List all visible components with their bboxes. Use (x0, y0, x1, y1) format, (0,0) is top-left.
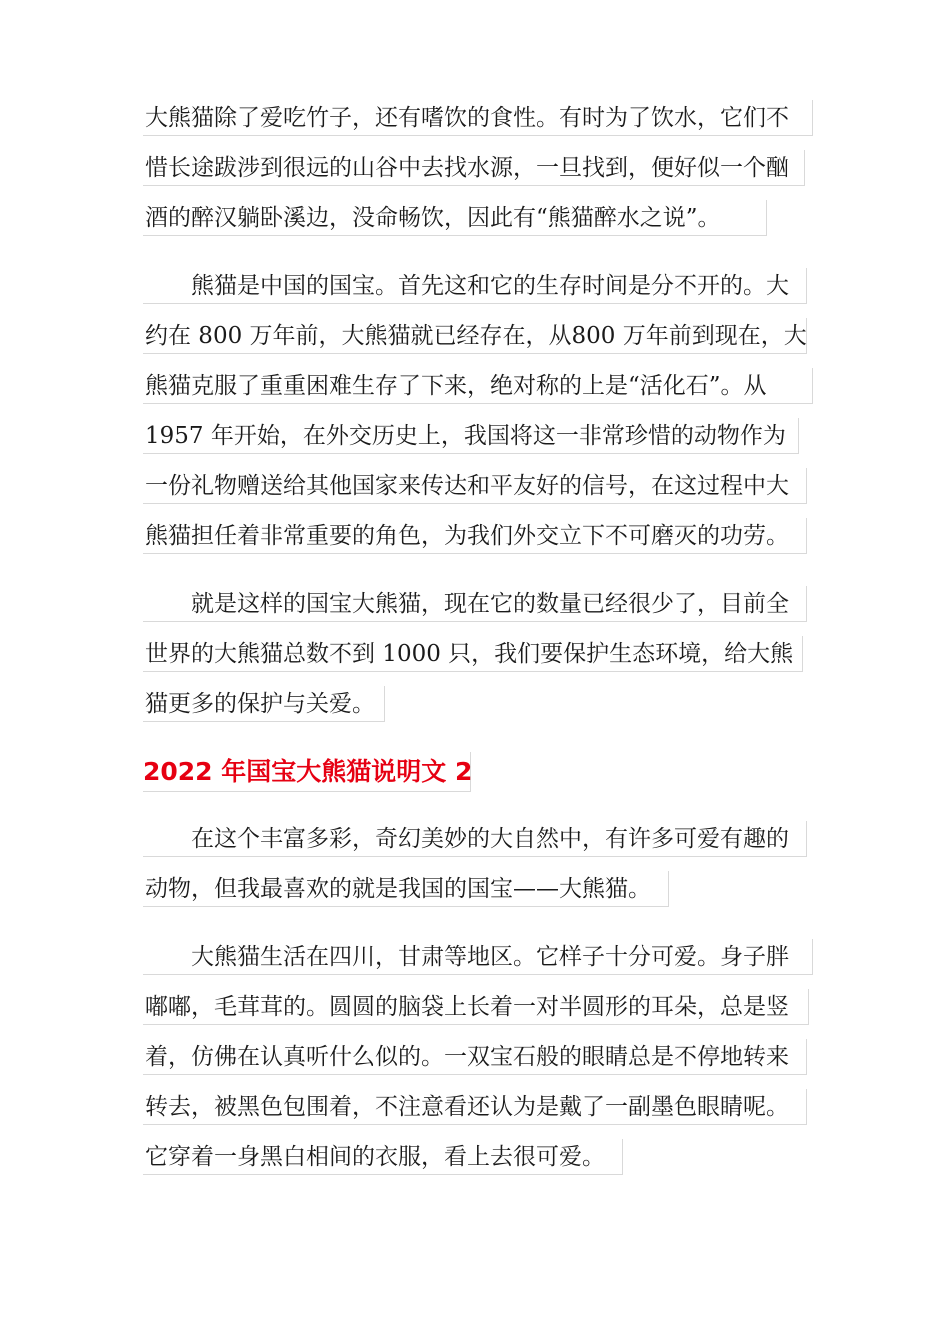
paragraph-5-line-2: 嘟嘟，毛茸茸的。圆圆的脑袋上长着一对半圆形的耳朵，总是竖 (143, 989, 809, 1025)
paragraph-2-line-5: 一份礼物赠送给其他国家来传达和平友好的信号，在这过程中大 (143, 468, 807, 504)
paragraph-3-line-1: 就是这样的国宝大熊猫，现在它的数量已经很少了，目前全 (143, 586, 807, 622)
paragraph-3-line-3: 猫更多的保护与关爱。 (143, 686, 385, 722)
paragraph-4-line-1: 在这个丰富多彩，奇幻美妙的大自然中，有许多可爱有趣的 (143, 821, 807, 857)
paragraph-1-line-3: 酒的醉汉躺卧溪边，没命畅饮，因此有“熊猫醉水之说”。 (143, 200, 767, 236)
paragraph-5-line-5: 它穿着一身黑白相间的衣服，看上去很可爱。 (143, 1139, 623, 1175)
paragraph-2-line-4: 1957 年开始，在外交历史上，我国将这一非常珍惜的动物作为 (143, 418, 799, 454)
paragraph-2-line-1: 熊猫是中国的国宝。首先这和它的生存时间是分不开的。大 (143, 268, 807, 304)
paragraph-2-line-3: 熊猫克服了重重困难生存了下来，绝对称的上是“活化石”。从 (143, 368, 813, 404)
paragraph-4-line-2: 动物，但我最喜欢的就是我国的国宝——大熊猫。 (143, 871, 669, 907)
paragraph-1-line-1: 大熊猫除了爱吃竹子，还有嗜饮的食性。有时为了饮水，它们不 (143, 100, 813, 136)
paragraph-5-line-4: 转去，被黑色包围着，不注意看还认为是戴了一副墨色眼睛呢。 (143, 1089, 807, 1125)
paragraph-2-line-2: 约在 800 万年前，大熊猫就已经存在，从800 万年前到现在，大 (143, 318, 807, 354)
paragraph-5-line-3: 着，仿佛在认真听什么似的。一双宝石般的眼睛总是不停地转来 (143, 1039, 807, 1075)
paragraph-5-line-1: 大熊猫生活在四川，甘肃等地区。它样子十分可爱。身子胖 (143, 939, 813, 975)
section-heading: 2022 年国宝大熊猫说明文 2 (143, 752, 471, 792)
paragraph-2-line-6: 熊猫担任着非常重要的角色，为我们外交立下不可磨灭的功劳。 (143, 518, 807, 554)
paragraph-3-line-2: 世界的大熊猫总数不到 1000 只，我们要保护生态环境，给大熊 (143, 636, 803, 672)
paragraph-1-line-2: 惜长途跋涉到很远的山谷中去找水源，一旦找到，便好似一个酗 (143, 150, 805, 186)
